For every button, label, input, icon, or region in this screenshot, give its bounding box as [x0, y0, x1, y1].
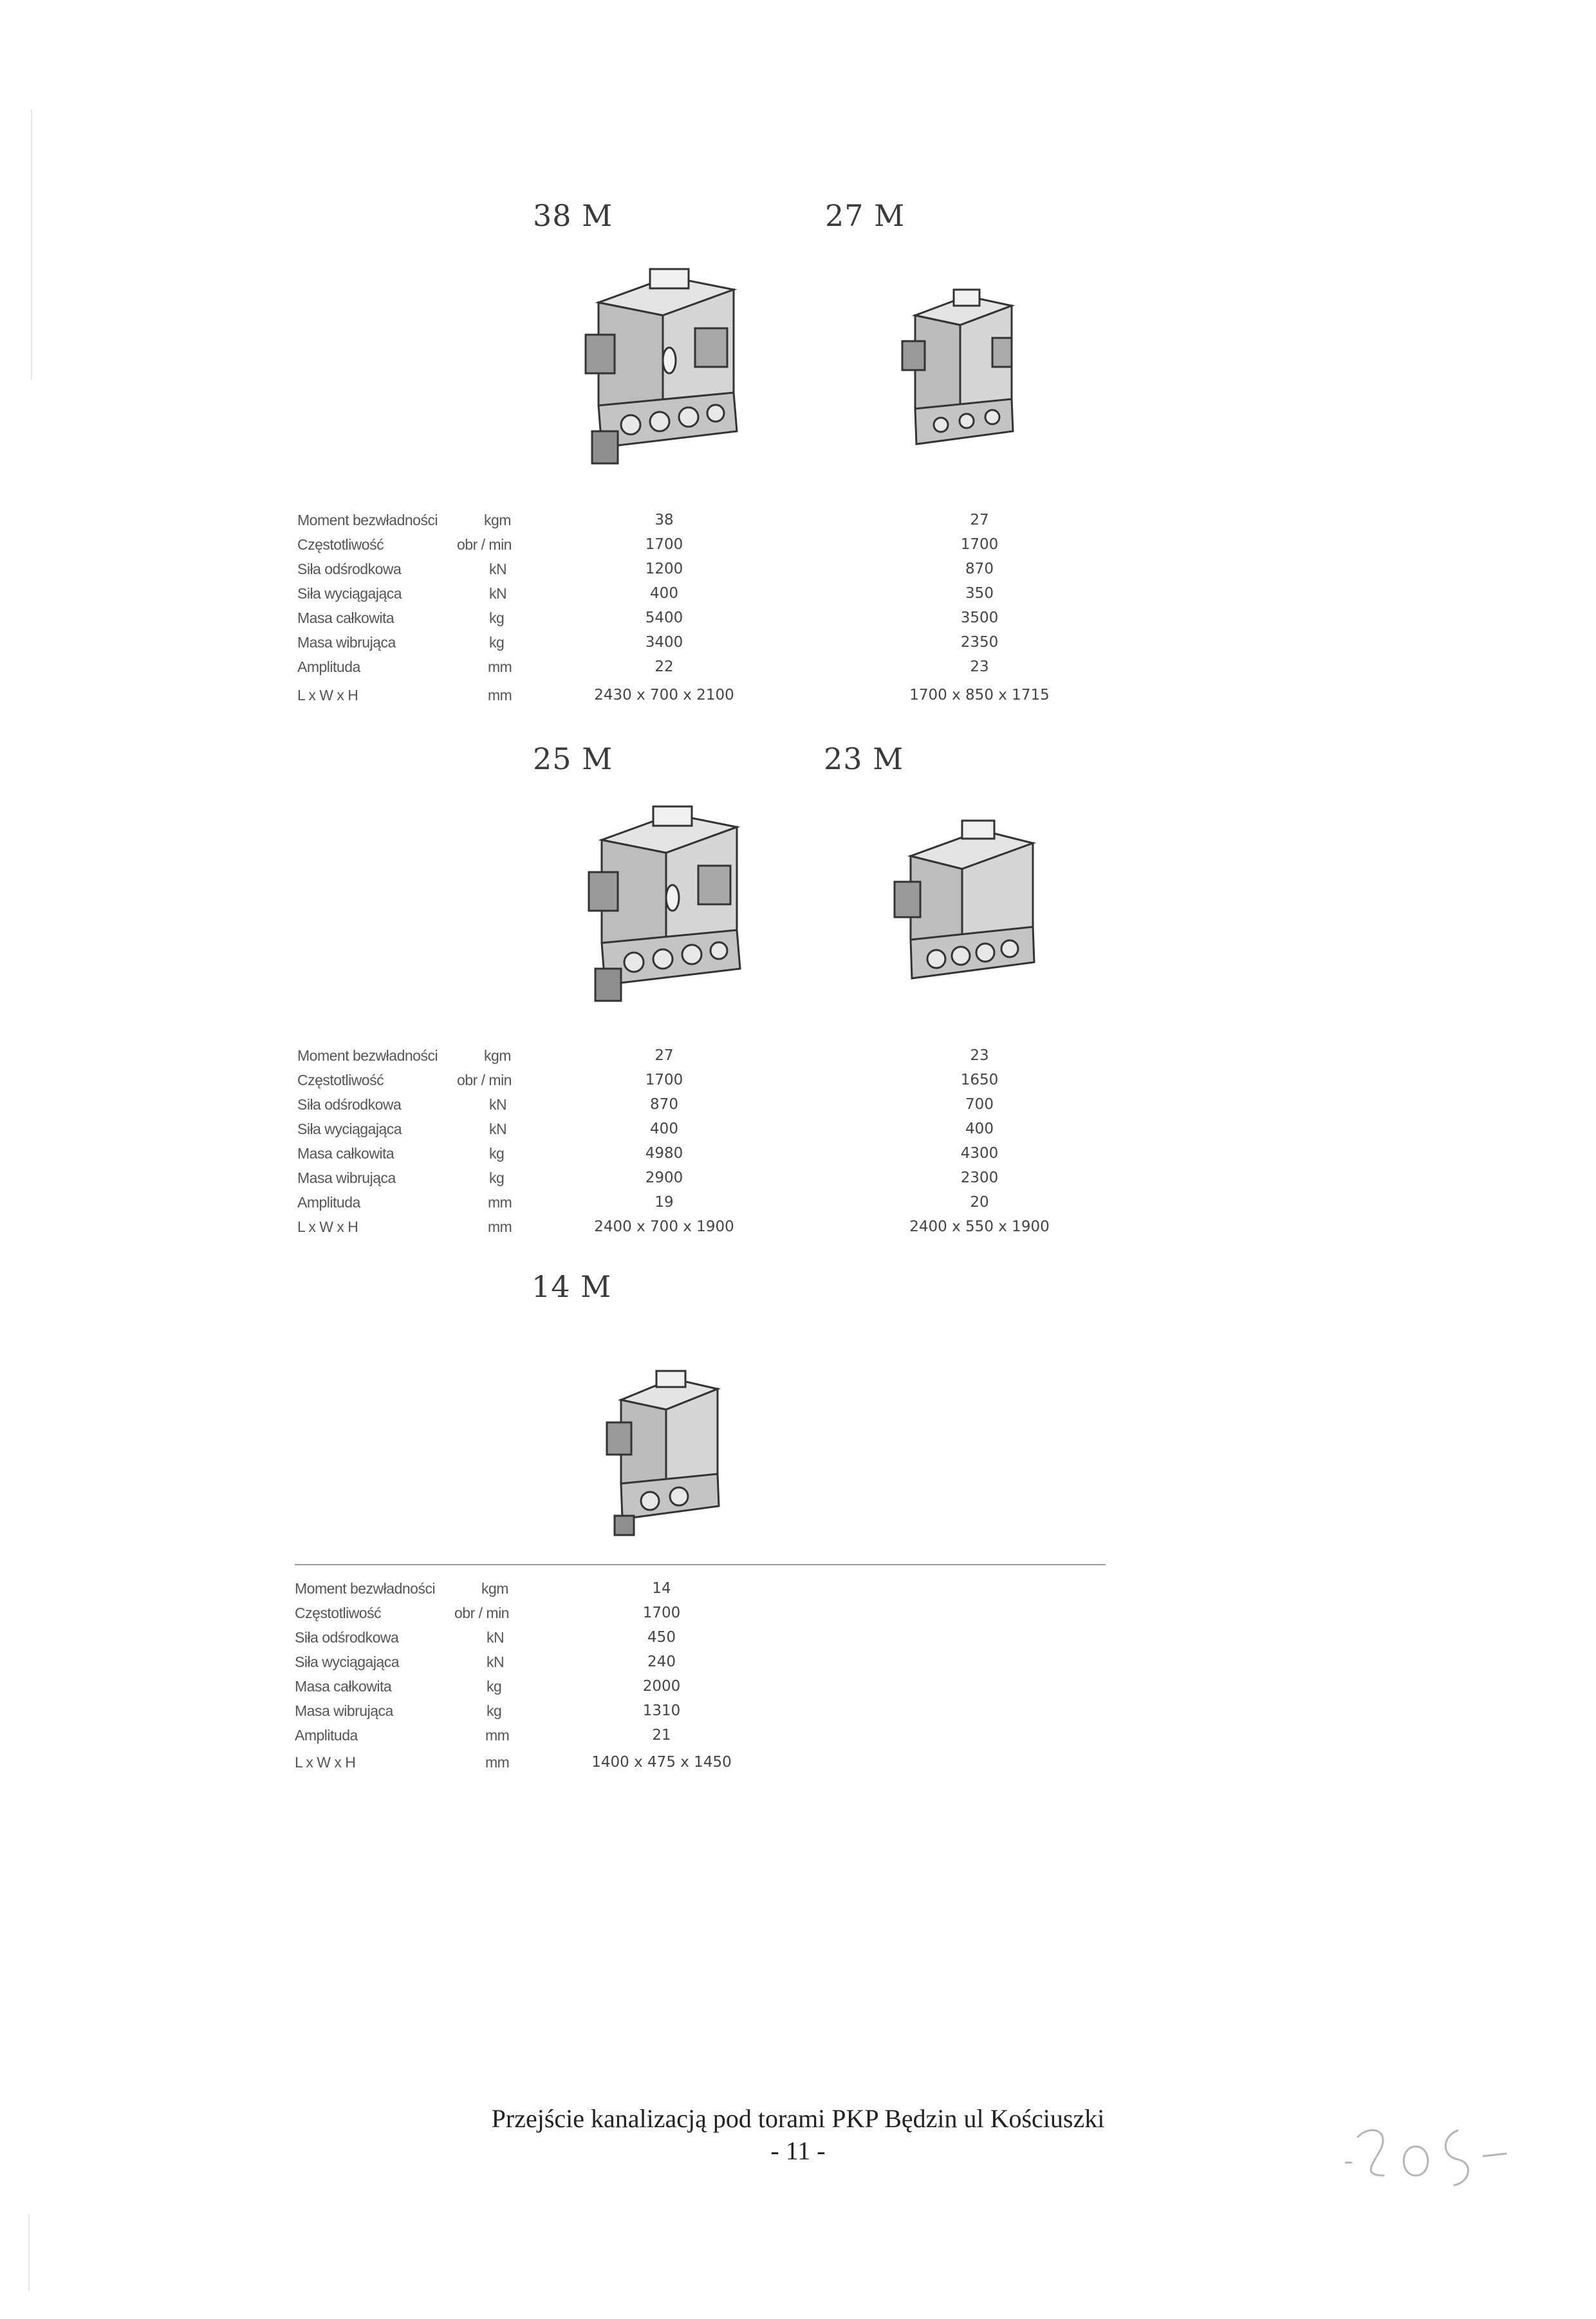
spec-unit: mm	[488, 658, 512, 675]
spec-label: Masa całkowita	[295, 1678, 392, 1695]
model-title-14m: 14 M	[532, 1269, 612, 1304]
spec-unit: kN	[489, 1096, 507, 1113]
spec-unit: kg	[487, 1702, 502, 1719]
spec-label: Amplituda	[295, 1727, 358, 1744]
spec-value-38m: 400	[650, 585, 678, 602]
spec-label: Moment bezwładności	[297, 512, 438, 528]
spec-value-14m: 14	[652, 1580, 671, 1597]
model-title-27m: 27 M	[825, 198, 905, 233]
spec-value-38m: 3400	[645, 634, 683, 651]
spec-value-25m: 4980	[645, 1145, 683, 1162]
model-title-25m: 25 M	[533, 741, 613, 776]
model-title-38m: 38 M	[533, 198, 613, 233]
spec-value-23m: 2300	[960, 1169, 999, 1186]
spec-unit: kgm	[484, 1047, 511, 1064]
spec-unit: kgm	[481, 1580, 508, 1597]
spec-label: Masa całkowita	[297, 610, 394, 626]
spec-unit: obr / min	[457, 536, 512, 553]
spec-value-14m: 1700	[642, 1605, 681, 1621]
spec-value-23m: 2400 x 550 x 1900	[909, 1218, 1050, 1235]
spec-unit: mm	[485, 1754, 510, 1771]
spec-value-23m: 20	[970, 1194, 989, 1211]
spec-label: Moment bezwładności	[295, 1580, 436, 1597]
spec-unit: kg	[489, 1169, 505, 1186]
vibratory-hammer-23m-icon	[885, 811, 1046, 1004]
spec-value-27m: 27	[970, 512, 989, 528]
footer-page-number: - 11 -	[770, 2136, 826, 2165]
spec-value-27m: 870	[965, 561, 994, 577]
spec-value-14m: 240	[647, 1653, 676, 1670]
spec-value-38m: 5400	[645, 610, 683, 626]
spec-value-25m: 1700	[645, 1072, 683, 1088]
spec-value-14m: 1310	[642, 1702, 681, 1719]
vibratory-hammer-38m-icon	[573, 264, 759, 470]
vibratory-hammer-27m-icon	[896, 283, 1025, 457]
spec-unit: kg	[489, 634, 505, 651]
spec-value-23m: 23	[970, 1047, 989, 1064]
spec-unit: kg	[489, 610, 505, 626]
spec-label: Amplituda	[297, 1194, 360, 1211]
spec-value-23m: 1650	[960, 1072, 999, 1088]
spec-label: Siła odśrodkowa	[297, 561, 402, 577]
spec-unit: mm	[488, 1194, 512, 1211]
spec-unit: kg	[487, 1678, 502, 1695]
spec-value-25m: 870	[650, 1096, 678, 1113]
spec-unit: kgm	[484, 512, 511, 528]
spec-value-25m: 2400 x 700 x 1900	[594, 1218, 734, 1235]
vibratory-hammer-25m-icon	[576, 801, 763, 1007]
spec-table-14m	[295, 1577, 810, 1783]
spec-label: Masa wibrująca	[295, 1702, 393, 1719]
spec-value-14m: 450	[647, 1629, 676, 1646]
spec-unit: mm	[485, 1727, 510, 1744]
spec-label: Siła wyciągająca	[297, 1121, 402, 1137]
spec-label: L x W x H	[297, 687, 358, 703]
spec-label: Moment bezwładności	[297, 1047, 438, 1064]
spec-label: L x W x H	[295, 1754, 356, 1771]
vibratory-hammer-14m-icon	[602, 1364, 730, 1538]
spec-value-23m: 400	[965, 1121, 994, 1137]
spec-value-27m: 350	[965, 585, 994, 602]
spec-value-38m: 1700	[645, 536, 683, 553]
spec-value-27m: 1700 x 850 x 1715	[909, 687, 1050, 703]
spec-value-25m: 400	[650, 1121, 678, 1137]
spec-value-38m: 22	[654, 658, 674, 675]
spec-value-27m: 3500	[960, 610, 999, 626]
spec-value-14m: 1400 x 475 x 1450	[591, 1754, 732, 1771]
handwritten-page-number-icon	[1345, 2111, 1512, 2201]
spec-label: L x W x H	[297, 1218, 358, 1235]
spec-table-25m-23m	[297, 1044, 1121, 1250]
spec-value-23m: 4300	[960, 1145, 999, 1162]
spec-table-38m-27m	[297, 508, 1121, 714]
spec-value-27m: 23	[970, 658, 989, 675]
spec-label: Częstotliwość	[295, 1605, 382, 1621]
spec-unit: obr / min	[454, 1605, 509, 1621]
spec-label: Masa wibrująca	[297, 1169, 396, 1186]
spec-value-38m: 38	[654, 512, 674, 528]
spec-unit: kN	[487, 1629, 505, 1646]
spec-value-25m: 19	[654, 1194, 674, 1211]
spec-label: Siła odśrodkowa	[297, 1096, 402, 1113]
spec-value-25m: 2900	[645, 1169, 683, 1186]
spec-value-25m: 27	[654, 1047, 674, 1064]
divider-line	[295, 1564, 1106, 1565]
spec-label: Amplituda	[297, 658, 360, 675]
scan-edge-mark-bottom	[28, 2214, 30, 2291]
spec-label: Masa wibrująca	[297, 634, 396, 651]
spec-unit: kN	[489, 585, 507, 602]
spec-value-27m: 1700	[960, 536, 999, 553]
scan-edge-mark	[31, 109, 32, 380]
spec-value-38m: 1200	[645, 561, 683, 577]
spec-unit: mm	[488, 1218, 512, 1235]
footer-project-title: Przejście kanalizacją pod torami PKP Będzin ul Kościuszki	[491, 2104, 1105, 2133]
spec-unit: kN	[489, 1121, 507, 1137]
spec-label: Częstotliwość	[297, 536, 384, 553]
spec-label: Siła wyciągająca	[295, 1653, 400, 1670]
spec-value-14m: 2000	[642, 1678, 681, 1695]
spec-value-38m: 2430 x 700 x 2100	[594, 687, 734, 703]
spec-label: Siła odśrodkowa	[295, 1629, 399, 1646]
spec-unit: kg	[489, 1145, 505, 1162]
spec-unit: kN	[489, 561, 507, 577]
spec-unit: mm	[488, 687, 512, 703]
spec-label: Częstotliwość	[297, 1072, 384, 1088]
spec-label: Masa całkowita	[297, 1145, 394, 1162]
spec-value-27m: 2350	[960, 634, 999, 651]
model-title-23m: 23 M	[824, 741, 904, 776]
spec-unit: kN	[487, 1653, 505, 1670]
spec-unit: obr / min	[457, 1072, 512, 1088]
spec-value-23m: 700	[965, 1096, 994, 1113]
spec-value-14m: 21	[652, 1727, 671, 1744]
spec-label: Siła wyciągająca	[297, 585, 402, 602]
